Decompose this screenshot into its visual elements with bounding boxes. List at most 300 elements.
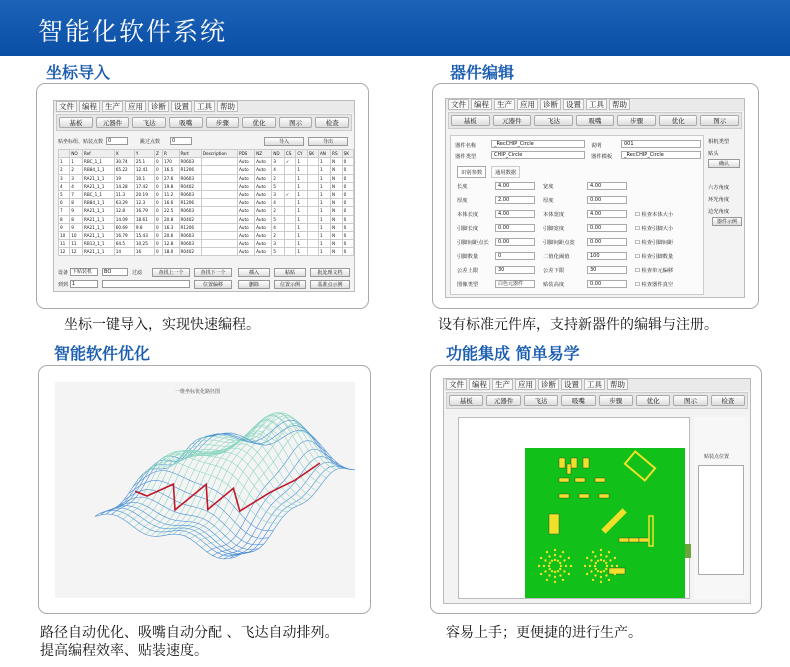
pad: [583, 458, 589, 468]
bga-ball: [570, 565, 572, 567]
bga-ball: [554, 581, 556, 583]
bga-ball: [559, 562, 561, 564]
toolbar-nozzle-button[interactable]: 吸嘴: [169, 117, 203, 128]
table-cell: Auto: [255, 248, 272, 256]
caption-optimization-1: 路径自动优化、吸嘴自动分配 、飞达自动排列。: [40, 625, 339, 641]
table-cell: 0: [342, 240, 353, 248]
table-cell: 8: [70, 199, 83, 207]
coord-table[interactable]: [58, 149, 354, 256]
bga-ball: [546, 579, 548, 581]
coord-column-header[interactable]: Ref: [82, 150, 114, 158]
table-cell: 0: [342, 231, 353, 239]
table-cell: 0: [155, 248, 163, 256]
table-cell: 20.8: [162, 215, 179, 223]
toolbar-component-button[interactable]: 元器件: [486, 395, 520, 406]
toolbar-nozzle-button[interactable]: 吸嘴: [561, 395, 595, 406]
bga-ball: [592, 551, 594, 553]
position-text-input[interactable]: [102, 280, 190, 288]
bga-ball: [584, 565, 586, 567]
table-cell: 1: [296, 182, 307, 190]
bga-ball: [568, 557, 570, 559]
toolbar-optimize-button[interactable]: 优化: [242, 117, 276, 128]
integration-panel: [430, 365, 762, 614]
table-cell: 5: [272, 215, 285, 223]
toolbar-step-button[interactable]: 步骤: [599, 395, 633, 406]
menu-settings[interactable]: 设置: [171, 101, 192, 112]
table-cell: 1: [296, 166, 307, 174]
desc-label: 说明: [591, 143, 602, 149]
bga-ball: [590, 570, 592, 572]
menu-production[interactable]: 生产: [102, 101, 123, 112]
table-row[interactable]: [59, 174, 354, 182]
table-cell: R0603: [179, 158, 201, 166]
table-cell: 5: [272, 248, 285, 256]
coord-column-header[interactable]: NZ: [255, 150, 272, 158]
bga-ball: [605, 562, 607, 564]
menu-file[interactable]: 文件: [448, 99, 469, 110]
menu-help[interactable]: 帮助: [607, 379, 628, 390]
part-sample-button[interactable]: 器件示例: [712, 217, 742, 226]
table-cell: 11: [70, 240, 83, 248]
table-cell: 30.74: [114, 158, 134, 166]
coord-column-header[interactable]: X: [114, 150, 134, 158]
coord-column-header[interactable]: NO: [70, 150, 83, 158]
template-select[interactable]: _RecCHIP_Circle: [621, 151, 701, 159]
table-cell: 19: [114, 174, 134, 182]
field-label: 引脚数量: [457, 254, 479, 260]
table-cell: 4: [272, 199, 285, 207]
table-cell: Auto: [237, 248, 254, 256]
table-cell: [284, 248, 296, 256]
part-type-label: 器件类型: [455, 154, 477, 160]
coord-column-header[interactable]: AN: [318, 150, 330, 158]
coord-column-header[interactable]: Y: [134, 150, 154, 158]
coord-column-header[interactable]: CS: [284, 150, 296, 158]
toolbar-board-button[interactable]: 基板: [449, 395, 483, 406]
table-cell: [307, 166, 318, 174]
table-cell: 1: [296, 240, 307, 248]
coord-column-header[interactable]: ND: [272, 150, 285, 158]
menu-tools[interactable]: 工具: [194, 101, 215, 112]
table-cell: RA21_1_1: [82, 248, 114, 256]
board-canvas[interactable]: [458, 417, 690, 599]
toolbar-diagram-button[interactable]: 图示: [673, 395, 707, 406]
table-cell: [307, 190, 318, 198]
table-cell: R0603: [179, 240, 201, 248]
check-label: 检查引脚数量: [641, 254, 674, 260]
table-cell: N: [331, 215, 343, 223]
coord-column-header[interactable]: R: [162, 150, 179, 158]
menu-apply[interactable]: 应用: [517, 99, 538, 110]
table-cell: 14.28: [114, 182, 134, 190]
table-cell: RB84_1_1: [82, 166, 114, 174]
table-cell: Auto: [237, 166, 254, 174]
toolbar-nozzle-button[interactable]: 吸嘴: [576, 115, 615, 126]
path-input[interactable]: 0: [106, 137, 128, 145]
bga-ball: [568, 573, 570, 575]
table-cell: 1: [318, 223, 330, 231]
table-row[interactable]: [59, 240, 354, 248]
table-row[interactable]: [59, 215, 354, 223]
search-next-button[interactable]: 查找下一个: [194, 268, 232, 277]
part-form: [450, 135, 704, 295]
field-label: 图像类型: [457, 282, 479, 288]
table-cell: N: [331, 166, 343, 174]
caption-integration: 容易上手；更便捷的进行生产。: [446, 625, 642, 641]
table-cell: Auto: [255, 158, 272, 166]
bga-ball: [586, 573, 588, 575]
table-cell: 3: [70, 174, 83, 182]
field-label: 厚度: [543, 198, 554, 204]
field-label: 公差下限: [543, 268, 565, 274]
tab-general[interactable]: 通用数据: [491, 166, 520, 178]
toolbar-step-button[interactable]: 步骤: [617, 115, 656, 126]
table-cell: 1: [318, 182, 330, 190]
bga-ball: [565, 565, 567, 567]
bga-ball: [608, 579, 610, 581]
table-cell: 1: [318, 158, 330, 166]
table-row[interactable]: [59, 166, 354, 174]
mesh-line: [229, 466, 349, 559]
toolbar-check-button[interactable]: 检查: [711, 395, 745, 406]
device-select[interactable]: 下贴装机: [70, 268, 98, 276]
part-type-select[interactable]: CHIP_Circle: [491, 151, 585, 159]
part-editor-window: [445, 98, 745, 298]
table-cell: 1: [296, 158, 307, 166]
table-cell: 1: [318, 190, 330, 198]
table-cell: 1: [296, 248, 307, 256]
check-option[interactable]: [635, 210, 673, 218]
table-cell: RB13_1_1: [82, 240, 114, 248]
table-cell: Auto: [255, 223, 272, 231]
toolbar-optimize-button[interactable]: 优化: [636, 395, 670, 406]
table-cell: Auto: [255, 240, 272, 248]
table-cell: 12.8: [162, 240, 179, 248]
table-cell: R0402: [179, 248, 201, 256]
table-cell: 22.5: [162, 207, 179, 215]
field-label: 引脚间距点长: [457, 240, 489, 246]
toolbar-diagram-button[interactable]: 图示: [700, 115, 739, 126]
table-cell: 19.8: [162, 182, 179, 190]
table-cell: 10: [70, 231, 83, 239]
caption-part-editor: 设有标准元件库，支持新器件的编辑与注册。: [438, 317, 718, 333]
table-cell: [284, 231, 296, 239]
bga-ball: [560, 565, 562, 567]
toolbar-board-button[interactable]: 基板: [451, 115, 490, 126]
table-cell: 0: [155, 223, 163, 231]
field-label: 本体长度: [457, 212, 479, 218]
position-select[interactable]: 1: [70, 280, 98, 288]
table-cell: 1: [318, 207, 330, 215]
toolbar-feeder-button[interactable]: 飞达: [524, 395, 558, 406]
table-cell: 4: [272, 166, 285, 174]
table-cell: 16.79: [114, 231, 134, 239]
bga-ball: [611, 565, 613, 567]
toolbar-feeder-button[interactable]: 飞达: [534, 115, 573, 126]
toolbar-board-button[interactable]: 基板: [59, 117, 93, 128]
search-prev-button[interactable]: 查找上一个: [152, 268, 190, 277]
field-label: 公差上限: [457, 268, 479, 274]
table-cell: 1: [296, 174, 307, 182]
table-cell: [307, 158, 318, 166]
field-input[interactable]: 30: [587, 266, 627, 274]
part-name-input[interactable]: _RecCHIP_Circle: [491, 140, 585, 148]
filter-checkbox[interactable]: 过滤: [132, 270, 143, 276]
bga-ball: [600, 571, 602, 573]
part-editor-panel: [432, 83, 759, 309]
bga-ball: [600, 576, 602, 578]
table-cell: 4: [59, 182, 70, 190]
menu-diagnose[interactable]: 诊断: [538, 379, 559, 390]
table-cell: [284, 207, 296, 215]
field-input[interactable]: 白色元器件: [495, 280, 535, 288]
insert-button[interactable]: 插入: [238, 268, 270, 277]
menu-program[interactable]: 编程: [469, 379, 490, 390]
coord-column-header[interactable]: SK: [307, 150, 318, 158]
checkbox-icon[interactable]: ☐: [635, 254, 642, 260]
menu-file[interactable]: 文件: [56, 101, 77, 112]
coord-column-header[interactable]: Part: [179, 150, 201, 158]
bga-ball: [609, 570, 611, 572]
table-cell: 0: [342, 182, 353, 190]
table-cell: 0: [342, 207, 353, 215]
menu-diagnose[interactable]: 诊断: [148, 101, 169, 112]
field-input[interactable]: 0.00: [587, 196, 627, 204]
table-cell: 3: [272, 158, 285, 166]
check-option[interactable]: [635, 238, 673, 246]
table-cell: 3: [272, 190, 285, 198]
field-input[interactable]: 4.00: [495, 182, 535, 190]
field-input[interactable]: 0.00: [495, 238, 535, 246]
toolbar-step-button[interactable]: 步骤: [206, 117, 240, 128]
checkbox-icon[interactable]: ☐: [635, 226, 642, 232]
table-cell: 9.8: [134, 223, 154, 231]
bga-ball: [600, 581, 602, 583]
menu-diagnose[interactable]: 诊断: [540, 99, 561, 110]
jump-input[interactable]: 0: [170, 137, 192, 145]
menu-program[interactable]: 编程: [471, 99, 492, 110]
pcb-tab: [685, 544, 691, 558]
check-option[interactable]: [635, 280, 673, 288]
set-show-button[interactable]: 位置示例: [274, 280, 306, 289]
coord-column-header[interactable]: Description: [201, 150, 237, 158]
table-cell: 11.2: [162, 190, 179, 198]
bga-ball: [563, 559, 565, 561]
check-option[interactable]: [635, 266, 673, 274]
table-cell: 20.19: [134, 190, 154, 198]
table-cell: N: [331, 174, 343, 182]
table-cell: Auto: [237, 231, 254, 239]
menu-apply[interactable]: 应用: [125, 101, 146, 112]
pad: [559, 478, 569, 482]
bga-ball: [589, 565, 591, 567]
table-cell: 1: [318, 240, 330, 248]
table-cell: R0603: [179, 190, 201, 198]
table-cell: 4: [272, 223, 285, 231]
path-label: 贴坐标组、贴装点数: [58, 139, 104, 145]
table-cell: [284, 240, 296, 248]
menu-bar: [54, 101, 354, 113]
batch-button[interactable]: 批处理文档: [310, 268, 350, 277]
field-input[interactable]: 100: [587, 252, 627, 260]
optimization-panel: [38, 365, 371, 614]
menu-tools[interactable]: 工具: [584, 379, 605, 390]
sub-select[interactable]: BO: [102, 268, 128, 276]
menu-help[interactable]: 帮助: [217, 101, 238, 112]
table-cell: 12.3: [134, 199, 154, 207]
plot-title: 一维坐标优化路径图: [175, 389, 221, 395]
bga-ball: [595, 568, 597, 570]
toolbar-diagram-button[interactable]: 图示: [279, 117, 313, 128]
table-cell: 12.8: [114, 207, 134, 215]
field-input[interactable]: 0: [495, 252, 535, 260]
import-button[interactable]: 导入: [264, 137, 304, 146]
table-cell: 0: [342, 174, 353, 182]
field-input[interactable]: 30: [495, 266, 535, 274]
bga-ball: [548, 574, 550, 576]
bga-ball: [559, 574, 561, 576]
table-cell: [201, 240, 237, 248]
bga-ball: [614, 573, 616, 575]
pad: [595, 478, 605, 482]
pad: [567, 464, 571, 474]
bga-ball: [597, 570, 599, 572]
table-row[interactable]: [59, 223, 354, 231]
table-cell: 63.29: [114, 199, 134, 207]
coord-column-header[interactable]: RS: [331, 150, 343, 158]
field-input[interactable]: 0.00: [495, 224, 535, 232]
field-input[interactable]: 2.00: [495, 196, 535, 204]
table-cell: 1: [296, 231, 307, 239]
table-cell: 5: [59, 190, 70, 198]
check-option[interactable]: [635, 224, 673, 232]
table-cell: [201, 166, 237, 174]
bga-ball: [600, 554, 602, 556]
delete-button[interactable]: 删除: [238, 280, 270, 289]
table-row[interactable]: [59, 190, 354, 198]
table-cell: 27.6: [162, 174, 179, 182]
table-cell: 0: [155, 158, 163, 166]
table-cell: [307, 223, 318, 231]
table-row[interactable]: [59, 199, 354, 207]
table-cell: 1: [318, 248, 330, 256]
table-cell: [201, 174, 237, 182]
checkbox-icon[interactable]: ☐: [635, 282, 642, 288]
menu-settings[interactable]: 设置: [561, 379, 582, 390]
coord-column-header[interactable]: Z: [155, 150, 163, 158]
table-cell: 3: [59, 174, 70, 182]
table-row[interactable]: [59, 231, 354, 239]
table-cell: 25.1: [134, 158, 154, 166]
bga-ball: [606, 565, 608, 567]
table-row[interactable]: [59, 158, 354, 166]
menu-production[interactable]: 生产: [494, 99, 515, 110]
check-option[interactable]: [635, 252, 673, 260]
menu-apply[interactable]: 应用: [515, 379, 536, 390]
menu-program[interactable]: 编程: [79, 101, 100, 112]
mesh-line: [185, 413, 305, 535]
toolbar-check-button[interactable]: 检查: [315, 117, 349, 128]
table-row[interactable]: [59, 182, 354, 190]
bga-ball: [594, 574, 596, 576]
table-cell: 0: [155, 199, 163, 207]
checkbox-icon[interactable]: ☐: [635, 268, 642, 274]
coord-column-header[interactable]: PDS: [237, 150, 254, 158]
part-name-label: 器件名称: [455, 143, 477, 149]
menu-help[interactable]: 帮助: [609, 99, 630, 110]
table-cell: 1: [296, 207, 307, 215]
field-input[interactable]: 0.00: [587, 280, 627, 288]
menu-file[interactable]: 文件: [446, 379, 467, 390]
check-label: 检查器件真空: [641, 282, 674, 288]
table-cell: R1206: [179, 166, 201, 174]
table-cell: N: [331, 248, 343, 256]
bga-ball: [557, 560, 559, 562]
pad: [559, 494, 569, 498]
field-input[interactable]: 4.00: [587, 182, 627, 190]
menu-settings[interactable]: 设置: [563, 99, 584, 110]
confirm-button[interactable]: 确认: [708, 159, 740, 168]
coord-column-header[interactable]: CY: [296, 150, 307, 158]
toolbar-component-button[interactable]: 元器件: [96, 117, 130, 128]
toolbar-component-button[interactable]: 元器件: [493, 115, 532, 126]
field-input[interactable]: 0.00: [587, 238, 627, 246]
table-cell: [201, 248, 237, 256]
table-row[interactable]: [59, 207, 354, 215]
placement-list[interactable]: [698, 465, 744, 575]
page-title: 智能化软件系统: [38, 17, 228, 46]
field-input[interactable]: 4.00: [587, 210, 627, 218]
tab-recognition[interactable]: 识别参数: [457, 166, 486, 178]
coord-column-header[interactable]: SK: [342, 150, 353, 158]
field-input[interactable]: 4.00: [495, 210, 535, 218]
table-cell: Auto: [255, 207, 272, 215]
table-cell: 0: [342, 248, 353, 256]
table-row[interactable]: [59, 248, 354, 256]
bga-ball: [543, 565, 545, 567]
menu-production[interactable]: 生产: [492, 379, 513, 390]
table-cell: 1: [318, 215, 330, 223]
table-cell: 6: [59, 199, 70, 207]
table-cell: 16: [134, 248, 154, 256]
set-coord-button[interactable]: 位置偏移: [194, 280, 232, 289]
table-cell: [284, 166, 296, 174]
camera-label: 相机类型: [708, 139, 730, 145]
base-point-button[interactable]: 基准点示例: [310, 280, 350, 289]
table-cell: 1: [318, 199, 330, 207]
table-cell: [307, 248, 318, 256]
menu-tools[interactable]: 工具: [586, 99, 607, 110]
pad: [549, 514, 559, 534]
table-cell: R0603: [179, 231, 201, 239]
paste-button[interactable]: 粘贴: [274, 268, 306, 277]
table-cell: Auto: [237, 240, 254, 248]
desc-input[interactable]: 001: [621, 140, 701, 148]
checkbox-icon[interactable]: ☐: [635, 212, 642, 218]
table-cell: 0: [342, 215, 353, 223]
table-cell: 0: [342, 223, 353, 231]
table-cell: [307, 231, 318, 239]
toolbar-optimize-button[interactable]: 优化: [659, 115, 698, 126]
table-cell: 7: [70, 190, 83, 198]
toolbar-feeder-button[interactable]: 飞达: [132, 117, 166, 128]
bga-ball: [544, 559, 546, 561]
checkbox-icon[interactable]: ☐: [635, 240, 642, 246]
field-input[interactable]: 0.00: [587, 224, 627, 232]
bga-ball: [548, 555, 550, 557]
table-cell: Auto: [237, 207, 254, 215]
export-button[interactable]: 导出: [308, 137, 348, 146]
